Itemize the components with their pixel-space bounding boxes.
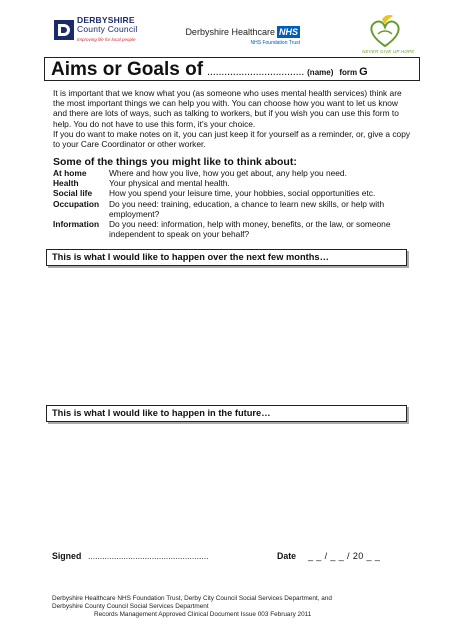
topic-row-occupation: [53, 199, 418, 219]
topics-list: [53, 168, 418, 239]
intro-paragraph-1: It is important that we know what you (as someone who uses mental health services) think are the most important things we can help you with. You can choose how you want to let us know and there are lots of ways, such as talking to workers, but if you wish you can use this form to help. You do not have to use this form, it's your choice.: [53, 88, 402, 129]
dcc-name-line1: DERBYSHIRE: [77, 15, 135, 25]
topic-key: At home: [53, 168, 87, 178]
form-title-box: [44, 57, 420, 81]
topic-desc: Do you need: training, education, a chance to learn new skills, or help with employment?: [109, 198, 385, 219]
signed-label: Signed: [52, 551, 82, 561]
nhs-trust-logo: [180, 26, 300, 46]
footer-document-ref: Records Management Approved Clinical Document Issue 003 February 2011: [94, 611, 312, 618]
topic-row-at-home: [53, 168, 418, 178]
topic-desc: Where and how you live, how you get about, any help you need.: [109, 168, 347, 178]
dcc-emblem-icon: [54, 20, 74, 40]
form-label: form: [339, 68, 358, 77]
intro-text: [53, 88, 413, 149]
topic-row-information: [53, 219, 418, 239]
topic-desc: Do you need: information, help with money, benefits, or the law, or someone independent to speak on your behalf?: [109, 219, 391, 240]
footer-line-2: Derbyshire County Council Social Services Department: [52, 603, 209, 610]
topic-desc: How you spend your leisure time, your hobbies, social opportunities etc.: [109, 188, 376, 199]
topic-row-social-life: [53, 188, 418, 198]
footer: [52, 595, 412, 619]
next-few-months-heading: This is what I would like to happen over the next few months…: [46, 249, 407, 266]
topic-desc: Your physical and mental health.: [109, 178, 230, 189]
topic-key: Occupation: [53, 198, 100, 209]
future-writing-area[interactable]: [46, 424, 407, 544]
dcc-tagline: Improving life for local people: [77, 37, 136, 42]
nhs-trust-name: NHS Foundation Trust: [250, 40, 300, 46]
name-entry-field[interactable]: ..................................: [207, 66, 305, 78]
next-few-months-writing-area[interactable]: [46, 268, 407, 402]
topic-row-health: [53, 178, 418, 188]
topics-heading: Some of the things you might like to think about:: [53, 156, 297, 168]
topic-key: Health: [53, 178, 79, 189]
topic-key: Social life: [53, 188, 93, 199]
heart-leaf-icon: [360, 14, 410, 50]
future-heading: This is what I would like to happen in the future…: [46, 405, 407, 422]
nhs-badge-icon: NHS: [278, 27, 298, 37]
date-label: Date: [277, 551, 297, 561]
intro-paragraph-2: If you do want to make notes on it, you can just keep it for yourself as a reminder, or, give a copy to your Care Coordinator or other worker.: [53, 128, 411, 150]
signature-field[interactable]: ...................................................: [88, 551, 209, 561]
name-label: (name): [307, 68, 334, 77]
never-give-up-hope-text: NEVER GIVE UP HOPE: [362, 49, 415, 54]
never-give-up-hope-logo: [360, 14, 410, 54]
dcc-name-line2: County Council: [77, 24, 138, 34]
form-title: Aims or Goals of: [51, 59, 204, 80]
derbyshire-county-council-logo: [54, 16, 137, 44]
topic-key: Information: [53, 219, 100, 230]
nhs-org-name: Derbyshire Healthcare: [185, 27, 275, 37]
footer-line-1: Derbyshire Healthcare NHS Foundation Trust, Derby City Council Social Services Department, and: [52, 595, 332, 602]
form-letter: G: [359, 66, 368, 78]
date-field[interactable]: _ _ / _ _ / 20 _ _: [308, 551, 381, 561]
